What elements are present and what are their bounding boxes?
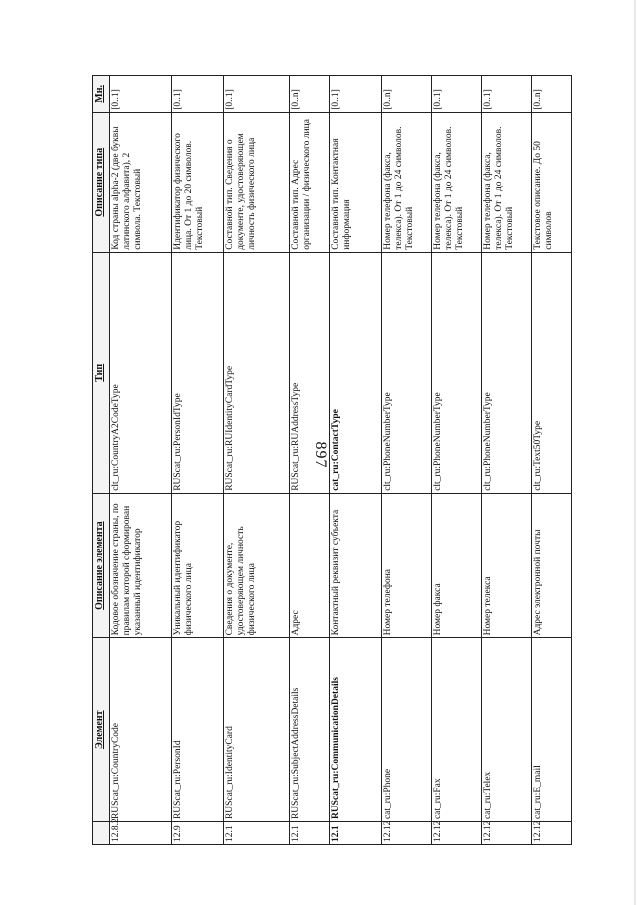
cell-element-desc: Уникальный идентификатор физического лица <box>172 493 224 638</box>
cell-element-desc: Сведения о документе, удостоверяющем личность физического лица <box>224 493 290 638</box>
header-mn: Мн. <box>93 76 110 113</box>
cell-type-desc: Номер телефона (факса, телекса). От 1 до 24 символов. Текстовый <box>382 112 432 252</box>
element-table <box>92 75 572 845</box>
cell-mn: [0..1] <box>224 76 290 113</box>
cell-element-desc: Номер телефона <box>382 493 432 638</box>
cell-type: RUScat_ru:PersonIdType <box>172 252 224 493</box>
cell-num: 12.12 <box>482 822 532 845</box>
cell-element-desc: Контактный реквизит субъекта <box>330 493 382 638</box>
table-row <box>330 76 382 845</box>
cell-num: 12.1 <box>290 822 330 845</box>
cell-element: cat_ru:E_mail <box>532 638 572 822</box>
cell-type: clt_ru:Text50Type <box>532 252 572 493</box>
cell-mn: [0..1] <box>172 76 224 113</box>
table-body <box>110 76 572 845</box>
table-row <box>482 76 532 845</box>
cell-type: clt_ru:PhoneNumberType <box>482 252 532 493</box>
cell-num: 12.1 <box>330 822 382 845</box>
cell-type-desc: Код страны alpha-2 (две буквы латинского алфавита), 2 символа. Текстовый <box>110 112 172 252</box>
cell-type-desc: Текстовое описание. До 50 символов <box>532 112 572 252</box>
header-element: Элемент <box>93 638 110 822</box>
cell-type-desc: Составной тип. Сведения о документе, удостоверяющем личность физического лица <box>224 112 290 252</box>
page-number: 897 <box>312 441 329 469</box>
table-row <box>290 76 330 845</box>
scan-edge <box>634 0 636 905</box>
cell-type: RUScat_ru:RUAddressType <box>290 252 330 493</box>
cell-num: 12.12 <box>382 822 432 845</box>
table-row <box>532 76 572 845</box>
cell-num: 12.1 <box>224 822 290 845</box>
table-row <box>172 76 224 845</box>
table-header-row <box>93 76 110 845</box>
cell-mn: [0..1] <box>482 76 532 113</box>
cell-num: 12.9 <box>172 822 224 845</box>
cell-element: cat_ru:Phone <box>382 638 432 822</box>
cell-element-desc: Кодовое обозначение страны, по правилам которой сформирован указанный идентификатор <box>110 493 172 638</box>
cell-type-desc: Составной тип. Адрес организации / физического лица <box>290 112 330 252</box>
cell-type: cat_ru:ContactType <box>330 252 382 493</box>
cell-element: RUScat_ru:SubjectAddressDetails <box>290 638 330 822</box>
cell-type-desc: Номер телефона (факса, телекса). От 1 до 24 символов. Текстовый <box>432 112 482 252</box>
cell-type-desc: Номер телефона (факса, телекса). От 1 до 24 символов. Текстовый <box>482 112 532 252</box>
cell-num: 12.12 <box>532 822 572 845</box>
cell-mn: [0..n] <box>290 76 330 113</box>
cell-num: 12.8.2 <box>110 822 172 845</box>
header-element-desc: Описание элемента <box>93 493 110 638</box>
cell-element-desc: Номер факса <box>432 493 482 638</box>
cell-element: RUScat_ru:PersonId <box>172 638 224 822</box>
header-num <box>93 822 110 845</box>
table-row <box>382 76 432 845</box>
table-row <box>110 76 172 845</box>
cell-mn: [0..1] <box>432 76 482 113</box>
cell-type: clt_ru:CountryA2CodeType <box>110 252 172 493</box>
header-type: Тип <box>93 252 110 493</box>
cell-type-desc: Составной тип. Контактная информация <box>330 112 382 252</box>
cell-mn: [0..1] <box>330 76 382 113</box>
cell-type-desc: Идентификатор физического лица. От 1 до 20 символов. Текстовый <box>172 112 224 252</box>
cell-type: clt_ru:PhoneNumberType <box>382 252 432 493</box>
rotated-table-wrapper <box>92 75 554 845</box>
cell-element: cat_ru:Telex <box>482 638 532 822</box>
cell-element: RUScat_ru:IdentityCard <box>224 638 290 822</box>
cell-element-desc: Номер телекса <box>482 493 532 638</box>
cell-num: 12.12 <box>432 822 482 845</box>
cell-element: RUScat_ru:CommunicationDetails <box>330 638 382 822</box>
header-type-desc: Описание типа <box>93 112 110 252</box>
cell-type: RUScat_ru:RUIdentityCardType <box>224 252 290 493</box>
table-row <box>224 76 290 845</box>
cell-mn: [0..n] <box>532 76 572 113</box>
cell-element-desc: Адрес электронной почты <box>532 493 572 638</box>
cell-element-desc: Адрес <box>290 493 330 638</box>
cell-element: RUScat_ru:CountryCode <box>110 638 172 822</box>
cell-mn: [0..n] <box>382 76 432 113</box>
cell-type: clt_ru:PhoneNumberType <box>432 252 482 493</box>
cell-mn: [0..1] <box>110 76 172 113</box>
cell-element: cat_ru:Fax <box>432 638 482 822</box>
table-row <box>432 76 482 845</box>
